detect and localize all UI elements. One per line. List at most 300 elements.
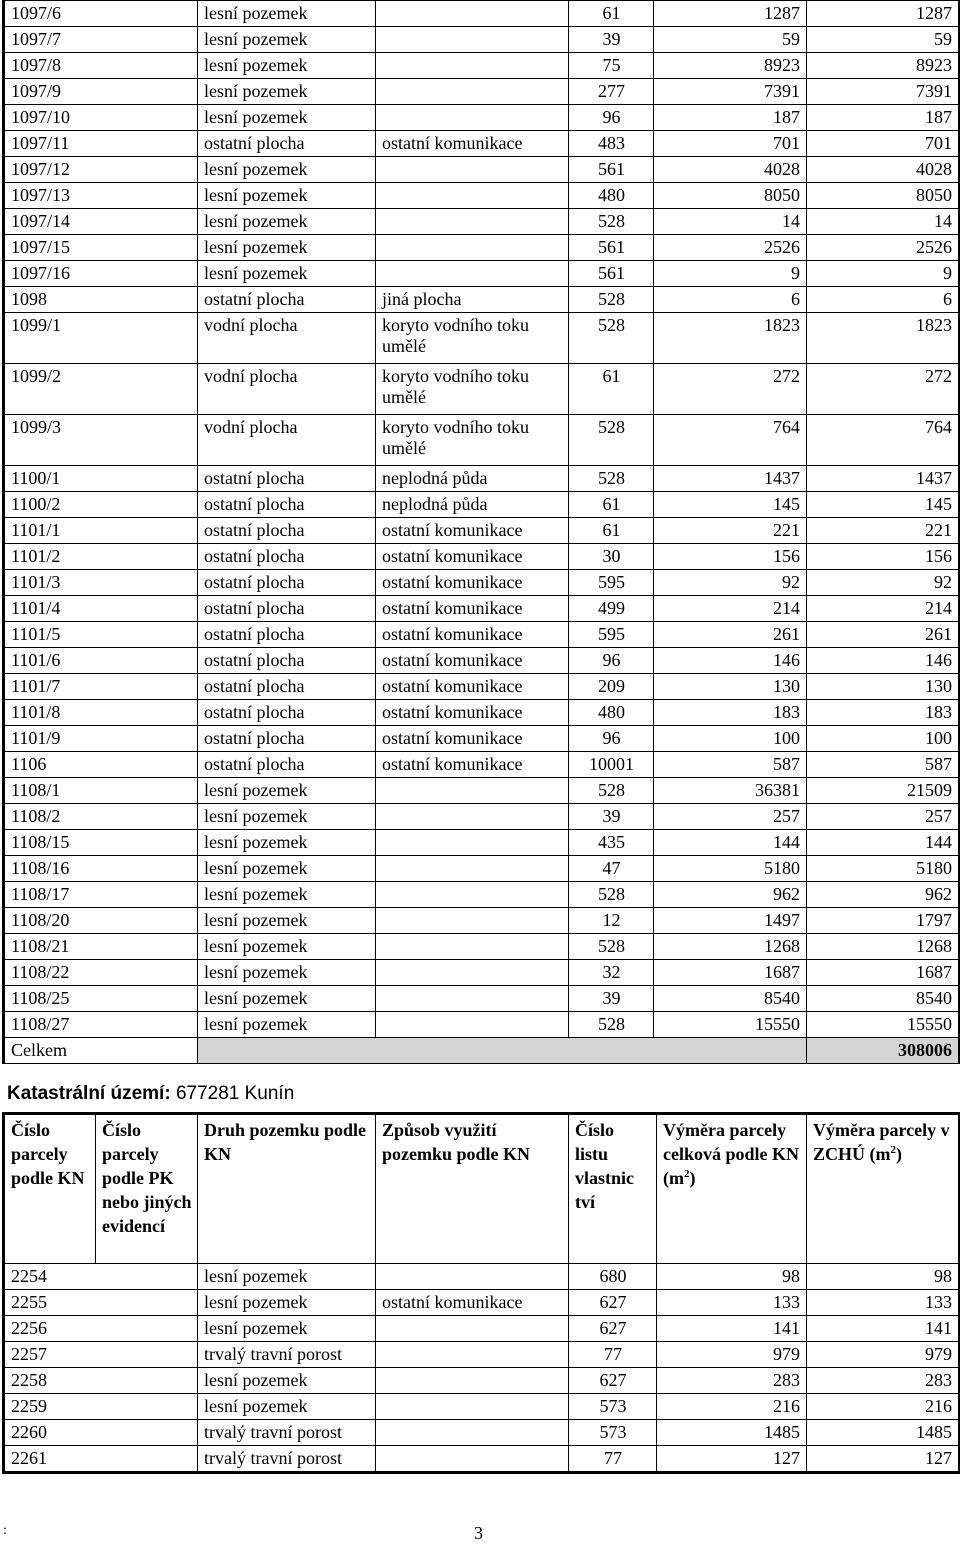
header-area-zchu-text: Výměra parcely v ZCHÚ (m xyxy=(813,1120,950,1164)
area-zchu: 1823 xyxy=(807,313,960,364)
land-kind: lesní pozemek xyxy=(198,986,376,1012)
area-zchu: 146 xyxy=(807,648,960,674)
area-zchu: 1437 xyxy=(807,466,960,492)
land-kind: ostatní plocha xyxy=(198,700,376,726)
area-total: 8540 xyxy=(654,986,807,1012)
land-use xyxy=(376,856,569,882)
parcel-number: 1101/2 xyxy=(4,544,198,570)
owner-sheet: 10001 xyxy=(569,752,654,778)
parcel-number: 1101/6 xyxy=(4,648,198,674)
table-row xyxy=(4,518,960,544)
land-kind: vodní plocha xyxy=(198,313,376,364)
parcel-number: 2259 xyxy=(4,1394,198,1420)
area-zchu: 145 xyxy=(807,492,960,518)
table-row xyxy=(4,882,960,908)
area-zchu: 7391 xyxy=(807,79,960,105)
area-total: 1437 xyxy=(654,466,807,492)
table-row xyxy=(4,105,960,131)
owner-sheet: 528 xyxy=(569,313,654,364)
area-zchu: 272 xyxy=(807,364,960,415)
header-area-total-unit: (m xyxy=(663,1168,684,1188)
area-zchu: 130 xyxy=(807,674,960,700)
table-row xyxy=(4,1368,960,1394)
parcel-number: 1100/2 xyxy=(4,492,198,518)
owner-sheet: 39 xyxy=(569,27,654,53)
land-kind: lesní pozemek xyxy=(198,261,376,287)
owner-sheet: 480 xyxy=(569,183,654,209)
area-total: 14 xyxy=(654,209,807,235)
land-use: ostatní komunikace xyxy=(376,1290,569,1316)
area-zchu: 133 xyxy=(807,1290,960,1316)
area-zchu: 701 xyxy=(807,131,960,157)
table-row xyxy=(4,27,960,53)
owner-sheet: 61 xyxy=(569,1,654,27)
area-total: 1497 xyxy=(654,908,807,934)
land-use: ostatní komunikace xyxy=(376,518,569,544)
land-kind: ostatní plocha xyxy=(198,648,376,674)
owner-sheet: 96 xyxy=(569,105,654,131)
parcel-number: 1097/10 xyxy=(4,105,198,131)
land-use xyxy=(376,261,569,287)
area-zchu: 5180 xyxy=(807,856,960,882)
area-zchu: 979 xyxy=(807,1342,960,1368)
land-kind: lesní pozemek xyxy=(198,157,376,183)
area-zchu: 962 xyxy=(807,882,960,908)
owner-sheet: 561 xyxy=(569,261,654,287)
parcel-number: 1099/1 xyxy=(4,313,198,364)
parcel-number: 1101/8 xyxy=(4,700,198,726)
table-row xyxy=(4,1,960,27)
area-zchu: 98 xyxy=(807,1264,960,1290)
area-total: 144 xyxy=(654,830,807,856)
table-row xyxy=(4,492,960,518)
owner-sheet: 480 xyxy=(569,700,654,726)
table-row xyxy=(4,778,960,804)
land-kind: ostatní plocha xyxy=(198,752,376,778)
land-kind: lesní pozemek xyxy=(198,1368,376,1394)
land-use xyxy=(376,183,569,209)
table-header-row xyxy=(4,1114,960,1264)
land-use xyxy=(376,1,569,27)
table-row xyxy=(4,1394,960,1420)
area-zchu: 221 xyxy=(807,518,960,544)
parcel-number: 1108/21 xyxy=(4,934,198,960)
area-zchu: 14 xyxy=(807,209,960,235)
area-total: 283 xyxy=(657,1368,807,1394)
parcel-number: 1097/16 xyxy=(4,261,198,287)
parcel-number: 1099/2 xyxy=(4,364,198,415)
header-area-zchu-sup: 2 xyxy=(890,1144,896,1156)
parcel-number: 1106 xyxy=(4,752,198,778)
table-row xyxy=(4,183,960,209)
owner-sheet: 75 xyxy=(569,53,654,79)
land-use xyxy=(376,1316,569,1342)
area-zchu: 187 xyxy=(807,105,960,131)
table-row xyxy=(4,908,960,934)
owner-sheet: 39 xyxy=(569,804,654,830)
table-row xyxy=(4,466,960,492)
area-zchu: 1268 xyxy=(807,934,960,960)
land-kind: ostatní plocha xyxy=(198,518,376,544)
header-area-total-close: ) xyxy=(689,1168,696,1188)
parcel-number: 1101/3 xyxy=(4,570,198,596)
land-kind: ostatní plocha xyxy=(198,287,376,313)
owner-sheet: 627 xyxy=(569,1316,657,1342)
area-total: 92 xyxy=(654,570,807,596)
area-total: 5180 xyxy=(654,856,807,882)
area-total: 962 xyxy=(654,882,807,908)
table-row xyxy=(4,726,960,752)
header-area-zchu xyxy=(807,1114,960,1264)
owner-sheet: 499 xyxy=(569,596,654,622)
land-use: ostatní komunikace xyxy=(376,726,569,752)
owner-sheet: 77 xyxy=(569,1446,657,1473)
area-zchu: 283 xyxy=(807,1368,960,1394)
land-kind: lesní pozemek xyxy=(198,209,376,235)
parcel-number: 1097/9 xyxy=(4,79,198,105)
area-total: 701 xyxy=(654,131,807,157)
parcel-number: 2255 xyxy=(4,1290,198,1316)
table-row xyxy=(4,934,960,960)
area-zchu: 21509 xyxy=(807,778,960,804)
table-row xyxy=(4,648,960,674)
area-zchu: 8923 xyxy=(807,53,960,79)
table-row xyxy=(4,364,960,415)
table-row xyxy=(4,570,960,596)
land-use xyxy=(376,1264,569,1290)
land-use: jiná plocha xyxy=(376,287,569,313)
land-kind: lesní pozemek xyxy=(198,27,376,53)
parcel-number: 1108/1 xyxy=(4,778,198,804)
land-kind: ostatní plocha xyxy=(198,492,376,518)
owner-sheet: 96 xyxy=(569,726,654,752)
parcel-number: 2256 xyxy=(4,1316,198,1342)
area-total: 587 xyxy=(654,752,807,778)
table-row xyxy=(4,1342,960,1368)
owner-sheet: 483 xyxy=(569,131,654,157)
area-zchu: 216 xyxy=(807,1394,960,1420)
area-zchu: 2526 xyxy=(807,235,960,261)
area-zchu: 9 xyxy=(807,261,960,287)
land-kind: lesní pozemek xyxy=(198,53,376,79)
land-use: neplodná půda xyxy=(376,492,569,518)
table-row xyxy=(4,1446,960,1473)
land-use xyxy=(376,209,569,235)
table-row xyxy=(4,235,960,261)
area-total: 4028 xyxy=(654,157,807,183)
parcel-number: 1097/15 xyxy=(4,235,198,261)
table-row xyxy=(4,79,960,105)
area-zchu: 764 xyxy=(807,415,960,466)
land-use: neplodná půda xyxy=(376,466,569,492)
land-use: ostatní komunikace xyxy=(376,674,569,700)
total-label: Celkem xyxy=(4,1038,198,1064)
land-use: ostatní komunikace xyxy=(376,752,569,778)
area-total: 187 xyxy=(654,105,807,131)
land-use: ostatní komunikace xyxy=(376,596,569,622)
table-row xyxy=(4,53,960,79)
table-row xyxy=(4,700,960,726)
land-use xyxy=(376,53,569,79)
parcel-number: 2258 xyxy=(4,1368,198,1394)
parcel-number: 1097/7 xyxy=(4,27,198,53)
land-kind: lesní pozemek xyxy=(198,105,376,131)
owner-sheet: 528 xyxy=(569,1012,654,1038)
parcel-number: 1108/20 xyxy=(4,908,198,934)
area-zchu: 1287 xyxy=(807,1,960,27)
table-row xyxy=(4,1316,960,1342)
owner-sheet: 528 xyxy=(569,209,654,235)
table-row xyxy=(4,544,960,570)
parcel-number: 1097/14 xyxy=(4,209,198,235)
land-use xyxy=(376,27,569,53)
land-kind: lesní pozemek xyxy=(198,1290,376,1316)
land-use xyxy=(376,1342,569,1368)
land-kind: lesní pozemek xyxy=(198,960,376,986)
area-zchu: 6 xyxy=(807,287,960,313)
land-use xyxy=(376,1012,569,1038)
table-row xyxy=(4,622,960,648)
land-kind: ostatní plocha xyxy=(198,674,376,700)
area-total: 6 xyxy=(654,287,807,313)
area-total: 59 xyxy=(654,27,807,53)
area-total: 1687 xyxy=(654,960,807,986)
owner-sheet: 528 xyxy=(569,934,654,960)
land-use xyxy=(376,157,569,183)
land-kind: lesní pozemek xyxy=(198,908,376,934)
area-zchu: 141 xyxy=(807,1316,960,1342)
parcel-number: 1108/27 xyxy=(4,1012,198,1038)
land-kind: ostatní plocha xyxy=(198,726,376,752)
owner-sheet: 61 xyxy=(569,492,654,518)
header-area-total-sup: 2 xyxy=(684,1168,690,1180)
land-use: ostatní komunikace xyxy=(376,622,569,648)
parcel-number: 1097/8 xyxy=(4,53,198,79)
owner-sheet: 209 xyxy=(569,674,654,700)
land-kind: lesní pozemek xyxy=(198,804,376,830)
parcel-number: 1108/16 xyxy=(4,856,198,882)
parcel-number: 1108/22 xyxy=(4,960,198,986)
area-total: 214 xyxy=(654,596,807,622)
parcel-number: 2254 xyxy=(4,1264,198,1290)
land-use: ostatní komunikace xyxy=(376,544,569,570)
area-total: 127 xyxy=(657,1446,807,1473)
area-zchu: 59 xyxy=(807,27,960,53)
table-row xyxy=(4,1290,960,1316)
header-parcel-pk: Číslo parcely podle PK nebo jiných evidencí xyxy=(96,1114,198,1264)
land-kind: vodní plocha xyxy=(198,415,376,466)
table-row xyxy=(4,313,960,364)
land-kind: trvalý travní porost xyxy=(198,1446,376,1473)
land-kind: ostatní plocha xyxy=(198,622,376,648)
area-total: 764 xyxy=(654,415,807,466)
table-row xyxy=(4,209,960,235)
owner-sheet: 435 xyxy=(569,830,654,856)
parcel-table-kunin xyxy=(2,1112,960,1474)
land-kind: ostatní plocha xyxy=(198,466,376,492)
land-kind: trvalý travní porost xyxy=(198,1420,376,1446)
area-total: 1268 xyxy=(654,934,807,960)
owner-sheet: 96 xyxy=(569,648,654,674)
area-total: 183 xyxy=(654,700,807,726)
land-kind: lesní pozemek xyxy=(198,934,376,960)
page-number: 3 xyxy=(474,1523,483,1543)
parcel-number: 1098 xyxy=(4,287,198,313)
area-zchu: 92 xyxy=(807,570,960,596)
table-row xyxy=(4,856,960,882)
area-total: 1287 xyxy=(654,1,807,27)
owner-sheet: 573 xyxy=(569,1420,657,1446)
land-use xyxy=(376,934,569,960)
parcel-number: 2257 xyxy=(4,1342,198,1368)
parcel-number: 1101/1 xyxy=(4,518,198,544)
land-kind: lesní pozemek xyxy=(198,1,376,27)
land-use xyxy=(376,79,569,105)
table-row xyxy=(4,1264,960,1290)
area-zchu: 8540 xyxy=(807,986,960,1012)
parcel-number: 2260 xyxy=(4,1420,198,1446)
owner-sheet: 32 xyxy=(569,960,654,986)
header-area-total xyxy=(657,1114,807,1264)
land-kind: vodní plocha xyxy=(198,364,376,415)
area-zchu: 156 xyxy=(807,544,960,570)
area-total: 257 xyxy=(654,804,807,830)
owner-sheet: 595 xyxy=(569,622,654,648)
land-use xyxy=(376,105,569,131)
land-kind: lesní pozemek xyxy=(198,856,376,882)
land-kind: trvalý travní porost xyxy=(198,1342,376,1368)
land-kind: lesní pozemek xyxy=(198,1316,376,1342)
table-row xyxy=(4,131,960,157)
cadastral-area-value: 677281 Kunín xyxy=(175,1083,295,1104)
table-row xyxy=(4,157,960,183)
land-use xyxy=(376,986,569,1012)
total-filler xyxy=(198,1038,807,1064)
owner-sheet: 30 xyxy=(569,544,654,570)
table-row xyxy=(4,752,960,778)
land-kind: lesní pozemek xyxy=(198,882,376,908)
land-kind: lesní pozemek xyxy=(198,79,376,105)
area-zchu: 100 xyxy=(807,726,960,752)
land-kind: ostatní plocha xyxy=(198,544,376,570)
area-total: 221 xyxy=(654,518,807,544)
land-kind: lesní pozemek xyxy=(198,1264,376,1290)
area-zchu: 257 xyxy=(807,804,960,830)
land-use xyxy=(376,804,569,830)
table-row xyxy=(4,674,960,700)
parcel-number: 1100/1 xyxy=(4,466,198,492)
owner-sheet: 528 xyxy=(569,466,654,492)
area-zchu: 1797 xyxy=(807,908,960,934)
header-owner-sheet: Číslo listu vlastnic tví xyxy=(569,1114,657,1264)
land-use xyxy=(376,235,569,261)
owner-sheet: 627 xyxy=(569,1290,657,1316)
land-use xyxy=(376,778,569,804)
area-total: 98 xyxy=(657,1264,807,1290)
owner-sheet: 627 xyxy=(569,1368,657,1394)
land-use: koryto vodního toku umělé xyxy=(376,364,569,415)
land-use xyxy=(376,1394,569,1420)
owner-sheet: 61 xyxy=(569,364,654,415)
land-use: koryto vodního toku umělé xyxy=(376,415,569,466)
land-use xyxy=(376,1446,569,1473)
area-total: 156 xyxy=(654,544,807,570)
table-row xyxy=(4,261,960,287)
land-use: ostatní komunikace xyxy=(376,700,569,726)
land-use xyxy=(376,1368,569,1394)
cadastral-area-heading xyxy=(7,1083,294,1105)
land-use xyxy=(376,830,569,856)
owner-sheet: 39 xyxy=(569,986,654,1012)
table-row xyxy=(4,986,960,1012)
total-value: 308006 xyxy=(807,1038,960,1064)
owner-sheet: 680 xyxy=(569,1264,657,1290)
owner-sheet: 561 xyxy=(569,157,654,183)
header-parcel-kn: Číslo parcely podle KN xyxy=(4,1114,96,1264)
land-use xyxy=(376,960,569,986)
table-row xyxy=(4,804,960,830)
parcel-number: 1097/12 xyxy=(4,157,198,183)
area-total: 2526 xyxy=(654,235,807,261)
area-total: 9 xyxy=(654,261,807,287)
land-kind: lesní pozemek xyxy=(198,183,376,209)
parcel-table-continued xyxy=(2,0,960,1064)
owner-sheet: 595 xyxy=(569,570,654,596)
header-area-zchu-close: ) xyxy=(896,1144,902,1164)
area-total: 141 xyxy=(657,1316,807,1342)
owner-sheet: 573 xyxy=(569,1394,657,1420)
table-row xyxy=(4,830,960,856)
land-use: ostatní komunikace xyxy=(376,131,569,157)
area-zchu: 144 xyxy=(807,830,960,856)
land-kind: lesní pozemek xyxy=(198,235,376,261)
area-total: 1485 xyxy=(657,1420,807,1446)
owner-sheet: 561 xyxy=(569,235,654,261)
owner-sheet: 528 xyxy=(569,882,654,908)
owner-sheet: 277 xyxy=(569,79,654,105)
header-land-use: Způsob využití pozemku podle KN xyxy=(376,1114,569,1264)
owner-sheet: 12 xyxy=(569,908,654,934)
parcel-number: 1097/11 xyxy=(4,131,198,157)
parcel-number: 1099/3 xyxy=(4,415,198,466)
area-zchu: 261 xyxy=(807,622,960,648)
parcel-number: 1101/7 xyxy=(4,674,198,700)
area-zchu: 1687 xyxy=(807,960,960,986)
parcel-number: 1097/13 xyxy=(4,183,198,209)
parcel-number: 1101/9 xyxy=(4,726,198,752)
parcel-number: 2261 xyxy=(4,1446,198,1473)
area-total: 15550 xyxy=(654,1012,807,1038)
owner-sheet: 61 xyxy=(569,518,654,544)
land-use xyxy=(376,1420,569,1446)
owner-sheet: 528 xyxy=(569,287,654,313)
land-use xyxy=(376,908,569,934)
parcel-number: 1101/5 xyxy=(4,622,198,648)
area-total: 272 xyxy=(654,364,807,415)
area-total: 8923 xyxy=(654,53,807,79)
parcel-number: 1108/25 xyxy=(4,986,198,1012)
parcel-number: 1097/6 xyxy=(4,1,198,27)
owner-sheet: 528 xyxy=(569,415,654,466)
area-total: 979 xyxy=(657,1342,807,1368)
area-total: 130 xyxy=(654,674,807,700)
table-row xyxy=(4,1012,960,1038)
table-row xyxy=(4,287,960,313)
land-use xyxy=(376,882,569,908)
area-total: 7391 xyxy=(654,79,807,105)
area-zchu: 1485 xyxy=(807,1420,960,1446)
table-row xyxy=(4,960,960,986)
